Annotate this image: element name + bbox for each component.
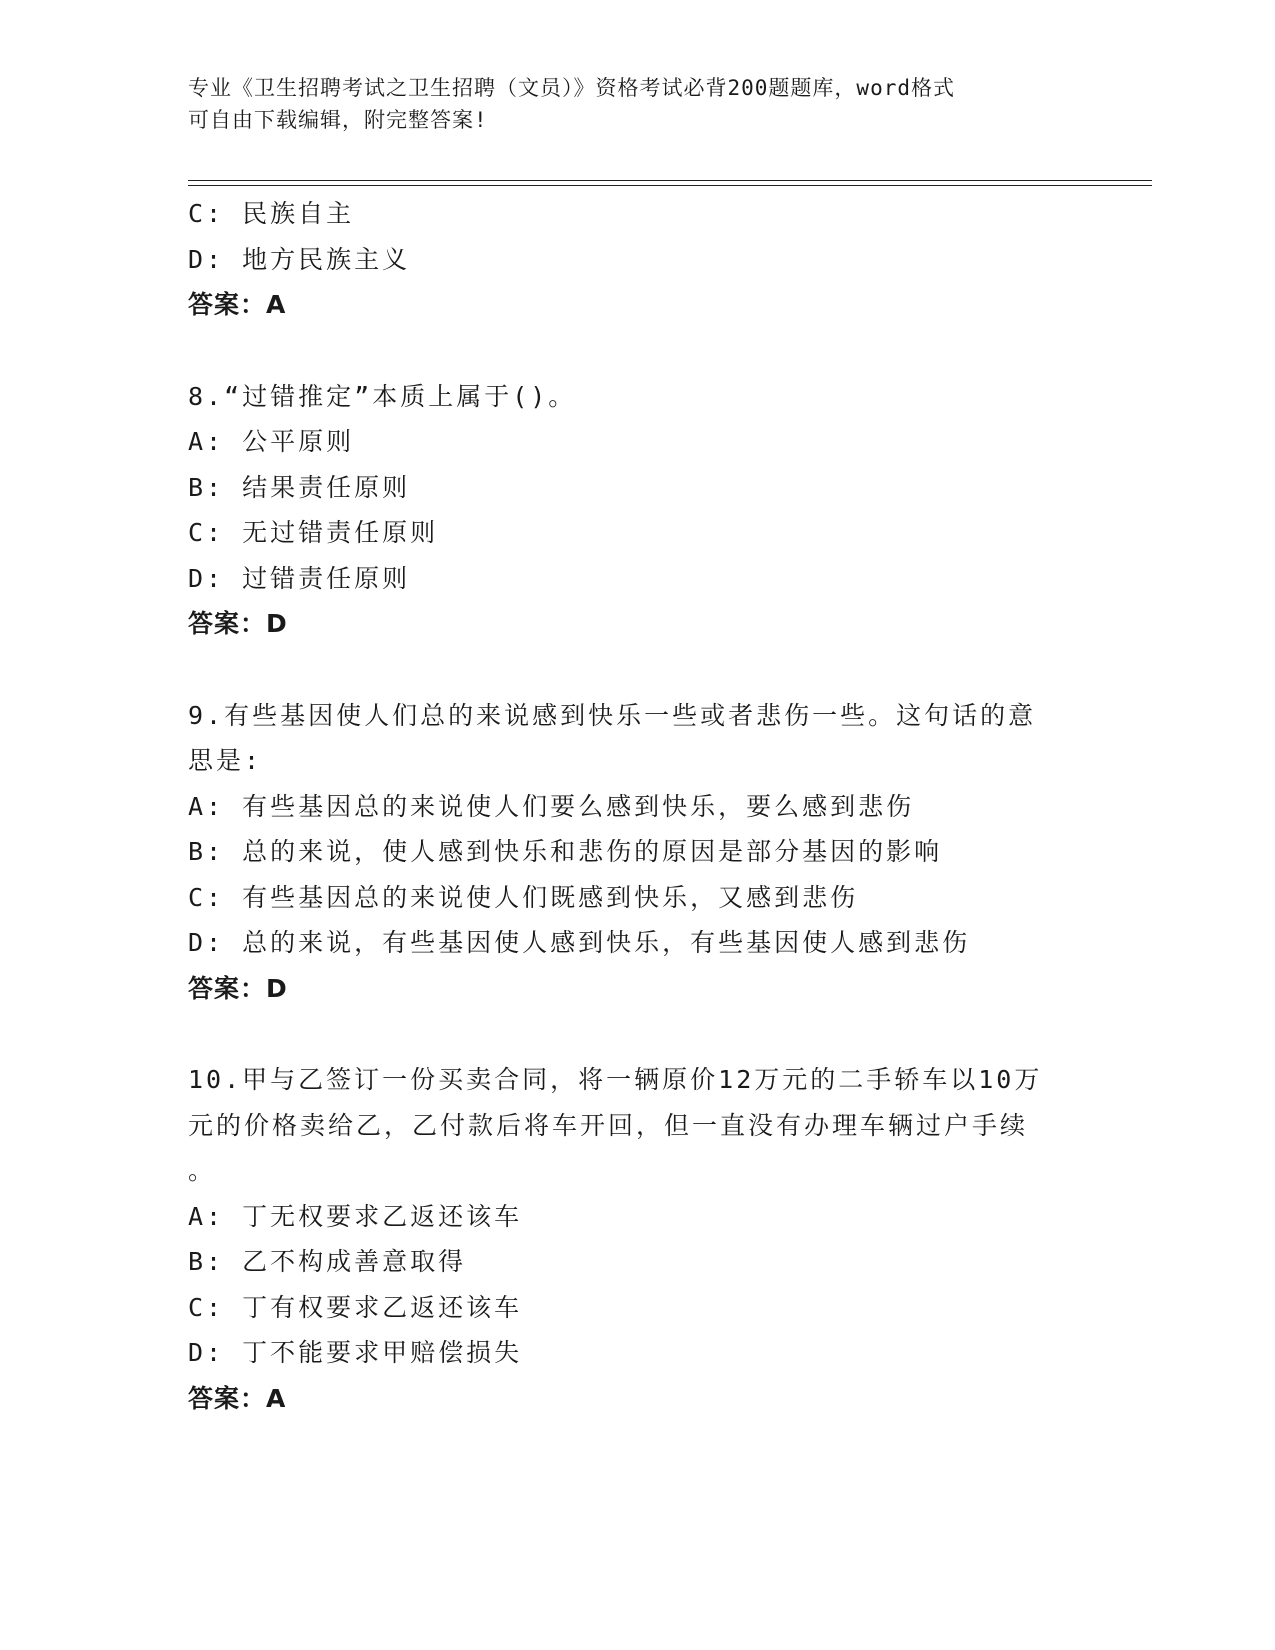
option-b: B: 总的来说，使人感到快乐和悲伤的原因是部分基因的影响 xyxy=(188,837,943,866)
question-block-10 xyxy=(188,1057,1068,1421)
question-list xyxy=(188,191,1068,1421)
question-block-8 xyxy=(188,374,1068,647)
question-text-line-2: 元的价格卖给乙，乙付款后将车开回，但一直没有办理车辆过户手续 xyxy=(188,1110,1029,1140)
option-c: C: 民族自主 xyxy=(188,199,355,228)
answer-label: 答案：A xyxy=(188,1383,287,1413)
option-a: A: 有些基因总的来说使人们要么感到快乐，要么感到悲伤 xyxy=(188,791,915,821)
option-b: B: 结果责任原则 xyxy=(188,472,411,502)
option-c: C: 丁有权要求乙返还该车 xyxy=(188,1292,523,1322)
option-d: D: 地方民族主义 xyxy=(188,244,411,274)
option-a: A: 丁无权要求乙返还该车 xyxy=(188,1201,523,1231)
header-divider-bottom xyxy=(188,185,1152,186)
question-text-line-2: 思是: xyxy=(188,746,263,775)
document-header xyxy=(188,72,1068,136)
question-text: 8.“过错推定”本质上属于()。 xyxy=(188,381,577,411)
question-text-line-1: 10.甲与乙签订一份买卖合同，将一辆原价12万元的二手轿车以10万 xyxy=(188,1065,1043,1094)
option-c: C: 有些基因总的来说使人们既感到快乐，又感到悲伤 xyxy=(188,882,859,912)
question-text-line-3: 。 xyxy=(188,1156,217,1185)
option-d: D: 总的来说，有些基因使人感到快乐，有些基因使人感到悲伤 xyxy=(188,928,971,957)
question-block-7 xyxy=(188,191,1068,328)
answer-label: 答案：D xyxy=(188,973,288,1003)
question-text-line-1: 9.有些基因使人们总的来说感到快乐一些或者悲伤一些。这句话的意 xyxy=(188,700,1037,730)
header-divider-top xyxy=(188,180,1152,181)
option-d: D: 丁不能要求甲赔偿损失 xyxy=(188,1338,523,1367)
header-title-line-2: 可自由下载编辑，附完整答案! xyxy=(188,108,488,132)
option-a: A: 公平原则 xyxy=(188,427,355,456)
option-c: C: 无过错责任原则 xyxy=(188,518,439,547)
answer-label: 答案：A xyxy=(188,290,287,319)
answer-label: 答案：D xyxy=(188,609,288,638)
question-block-9 xyxy=(188,693,1068,1012)
option-d: D: 过错责任原则 xyxy=(188,563,411,593)
option-b: B: 乙不构成善意取得 xyxy=(188,1247,467,1276)
header-title-line-1: 专业《卫生招聘考试之卫生招聘（文员）》资格考试必背200题题库，word格式 xyxy=(188,76,955,100)
